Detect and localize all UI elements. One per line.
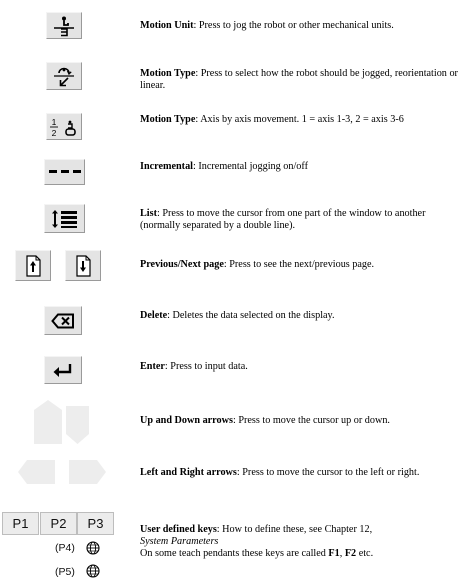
row-title: User defined keys xyxy=(140,524,217,535)
row-title: Left and Right arrows xyxy=(140,467,237,478)
motion-type-axis-key[interactable] xyxy=(46,113,82,140)
delete-key[interactable] xyxy=(44,306,82,335)
row-title: Up and Down arrows xyxy=(140,415,233,426)
globe-icon xyxy=(86,564,100,578)
enter-description xyxy=(140,361,465,373)
row-title: Enter xyxy=(140,361,165,372)
left-arrow-key[interactable] xyxy=(18,460,55,484)
incremental-key[interactable] xyxy=(44,159,85,185)
note-prefix: On some teach pendants these keys are called xyxy=(140,548,329,559)
f2-label: F2 xyxy=(344,548,357,559)
previous-page-key[interactable] xyxy=(15,250,51,281)
row-title: Previous/Next page xyxy=(140,259,224,270)
enter-key[interactable] xyxy=(44,356,82,384)
row-title: List xyxy=(140,208,157,219)
motion-unit-description xyxy=(140,20,465,32)
row-title: Incremental xyxy=(140,161,194,172)
next-page-icon xyxy=(74,255,92,277)
right-arrow-key[interactable] xyxy=(69,460,106,484)
row-text: : Press to move the cursor from one part of the window to another (normally separated by a double line). xyxy=(140,208,426,231)
row-text: : How to define these, see Chapter 12, xyxy=(216,524,373,535)
p4-label: (P4) xyxy=(55,542,75,554)
motion-unit-icon xyxy=(52,15,76,37)
motion-unit-key[interactable] xyxy=(46,12,82,39)
enter-icon xyxy=(52,363,74,377)
list-description xyxy=(140,208,465,232)
row-text: : Axis by axis movement. 1 = axis 1-3, 2 = axis 3-6 xyxy=(195,114,404,125)
next-page-key[interactable] xyxy=(65,250,101,281)
motion-type-axis-description xyxy=(140,114,465,126)
row-text: : Press to jog the robot or other mechanical units. xyxy=(193,20,394,31)
axis-fraction-denominator: 2 xyxy=(51,127,57,138)
previous-page-icon xyxy=(24,255,42,277)
list-key[interactable] xyxy=(44,204,85,233)
motion-type-reorient-description xyxy=(140,68,465,92)
chapter-title: System Parameters xyxy=(140,536,219,547)
row-title: Motion Unit xyxy=(140,20,194,31)
row-title: Motion Type xyxy=(140,114,196,125)
globe-icon xyxy=(86,541,100,555)
motion-type-reorient-icon xyxy=(52,65,76,87)
up-arrow-key[interactable] xyxy=(34,400,62,444)
f1-label: F1 xyxy=(328,548,340,559)
p3-key[interactable]: P3 xyxy=(77,512,114,535)
left-right-description xyxy=(140,467,465,479)
p2-key[interactable]: P2 xyxy=(40,512,77,535)
delete-description xyxy=(140,310,465,322)
user-keys-description xyxy=(140,524,465,560)
row-text: : Incremental jogging on/off xyxy=(193,161,308,172)
down-arrow-key[interactable] xyxy=(66,406,89,444)
p1-key[interactable]: P1 xyxy=(2,512,39,535)
motion-type-axis-icon xyxy=(49,116,79,138)
axis-fraction-numerator: 1 xyxy=(51,116,57,127)
page-description xyxy=(140,259,465,271)
row-text: : Press to input data. xyxy=(164,361,248,372)
up-down-description xyxy=(140,415,465,427)
row-text: : Press to see the next/previous page. xyxy=(223,259,375,270)
row-text: : Deletes the data selected on the display. xyxy=(167,310,335,321)
p5-label: (P5) xyxy=(55,566,75,578)
list-icon xyxy=(50,209,80,229)
delete-icon xyxy=(51,313,75,329)
row-title: Motion Type xyxy=(140,68,196,79)
note-suffix: etc. xyxy=(356,548,374,559)
row-text: : Press to move the cursor up or down. xyxy=(232,415,390,426)
row-text: : Press to select how the robot should be jogged, reorientation or linear. xyxy=(140,68,458,91)
row-text: : Press to move the cursor to the left or right. xyxy=(236,467,420,478)
incremental-description xyxy=(140,161,465,173)
row-title: Delete xyxy=(140,310,168,321)
incremental-icon xyxy=(48,168,82,176)
motion-type-reorient-key[interactable] xyxy=(46,62,82,90)
note-sep: , xyxy=(339,548,345,559)
